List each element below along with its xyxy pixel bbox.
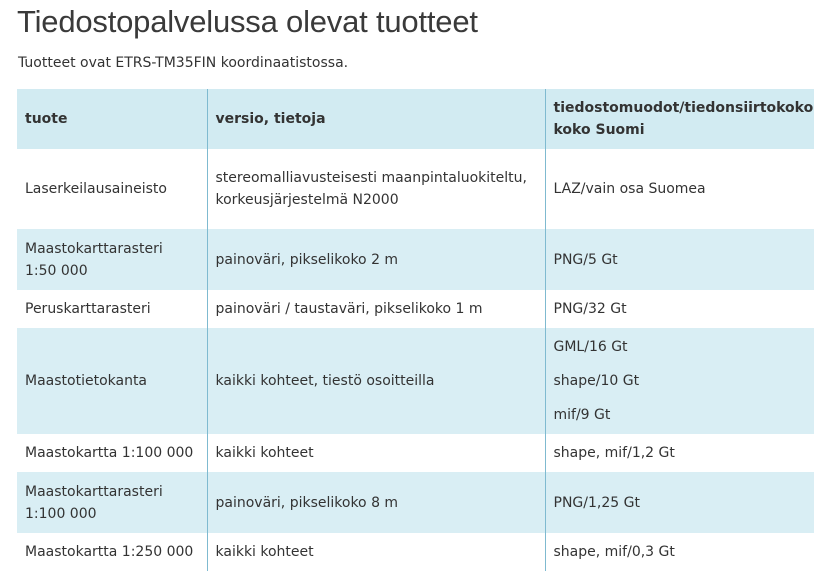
cell-formats: PNG/1,25 Gt (545, 472, 814, 533)
cell-version: kaikki kohteet (207, 533, 545, 571)
cell-product: Laserkeilausaineisto (17, 149, 207, 229)
table-row (17, 290, 814, 328)
cell-product: Maastokarttarasteri 1:50 000 (17, 229, 207, 290)
header-version: versio, tietoja (207, 89, 545, 149)
cell-formats: PNG/5 Gt (545, 229, 814, 290)
cell-version: painoväri, pikselikoko 8 m (207, 472, 545, 533)
cell-formats: PNG/32 Gt (545, 290, 814, 328)
cell-product: Maastokarttarasteri 1:100 000 (17, 472, 207, 533)
header-formats: tiedostomuodot/tiedonsiirtokoko koko Suomi (545, 89, 814, 149)
cell-version: stereomalliavusteisesti maanpintaluokiteltu, korkeusjärjestelmä N2000 (207, 149, 545, 229)
format-item: shape/10 Gt (553, 373, 640, 389)
intro-text: Tuotteet ovat ETRS-TM35FIN koordinaatistossa. (18, 55, 349, 71)
cell-formats (545, 328, 814, 434)
cell-product: Peruskarttarasteri (17, 290, 207, 328)
table-row (17, 229, 814, 290)
cell-version: painoväri, pikselikoko 2 m (207, 229, 545, 290)
table-row (17, 328, 814, 434)
cell-product: Maastokartta 1:100 000 (17, 434, 207, 472)
table-row (17, 533, 814, 571)
cell-formats: LAZ/vain osa Suomea (545, 149, 814, 229)
cell-version: kaikki kohteet (207, 434, 545, 472)
cell-formats: shape, mif/0,3 Gt (545, 533, 814, 571)
header-product: tuote (17, 89, 207, 149)
products-table (17, 89, 814, 571)
cell-product: Maastokartta 1:250 000 (17, 533, 207, 571)
page-title: Tiedostopalvelussa olevat tuotteet (17, 4, 478, 39)
format-item: mif/9 Gt (553, 407, 611, 423)
table-header-row (17, 89, 814, 149)
cell-version: kaikki kohteet, tiestö osoitteilla (207, 328, 545, 434)
table-row (17, 434, 814, 472)
cell-product: Maastotietokanta (17, 328, 207, 434)
table-row (17, 472, 814, 533)
format-item: GML/16 Gt (553, 339, 628, 355)
cell-version: painoväri / taustaväri, pikselikoko 1 m (207, 290, 545, 328)
cell-formats: shape, mif/1,2 Gt (545, 434, 814, 472)
table-row (17, 149, 814, 229)
